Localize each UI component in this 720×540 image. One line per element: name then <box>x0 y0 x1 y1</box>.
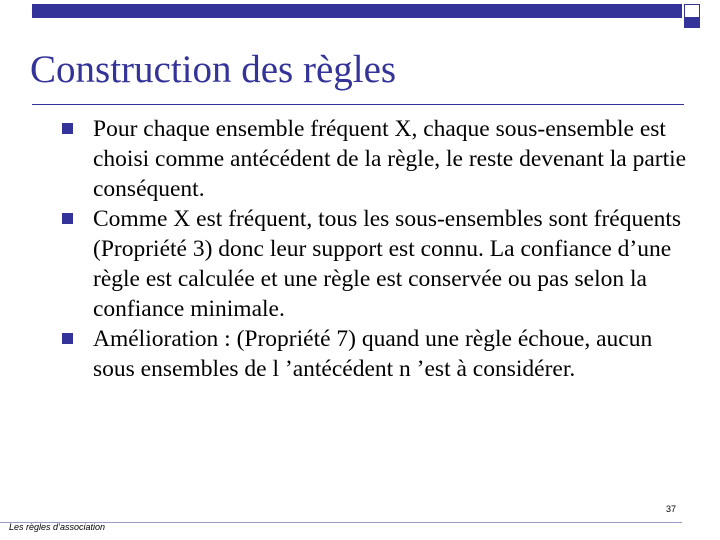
square-bullet-icon <box>62 333 73 344</box>
bullet-text: Amélioration : (Propriété 7) quand une règle échoue, aucun sous ensembles de l ’antécédent n ’est à considérer. <box>93 326 653 382</box>
footer-label: Les règles d’association <box>9 522 106 532</box>
bullet-text: Comme X est fréquent, tous les sous-ensembles sont fréquents (Propriété 3) donc leur support est connu. La confiance d’une règle est calculée et une règle est conservée ou pas selon la confiance minimale. <box>93 206 682 322</box>
bullet-list <box>62 114 692 384</box>
header-bar <box>32 4 682 18</box>
bullet-item <box>62 204 692 324</box>
bullet-item <box>62 324 692 384</box>
square-bullet-icon <box>62 213 73 224</box>
square-bullet-icon <box>62 123 73 134</box>
title-divider <box>32 104 684 105</box>
bullet-item <box>62 114 692 204</box>
bullet-text: Pour chaque ensemble fréquent X, chaque sous-ensemble est choisi comme antécédent de la règle, le reste devenant la partie conséquent. <box>93 116 687 202</box>
header-corner-square <box>684 4 700 18</box>
slide-title: Construction des règles <box>30 48 397 91</box>
page-number: 37 <box>665 504 676 514</box>
header-corner-block <box>684 18 700 28</box>
